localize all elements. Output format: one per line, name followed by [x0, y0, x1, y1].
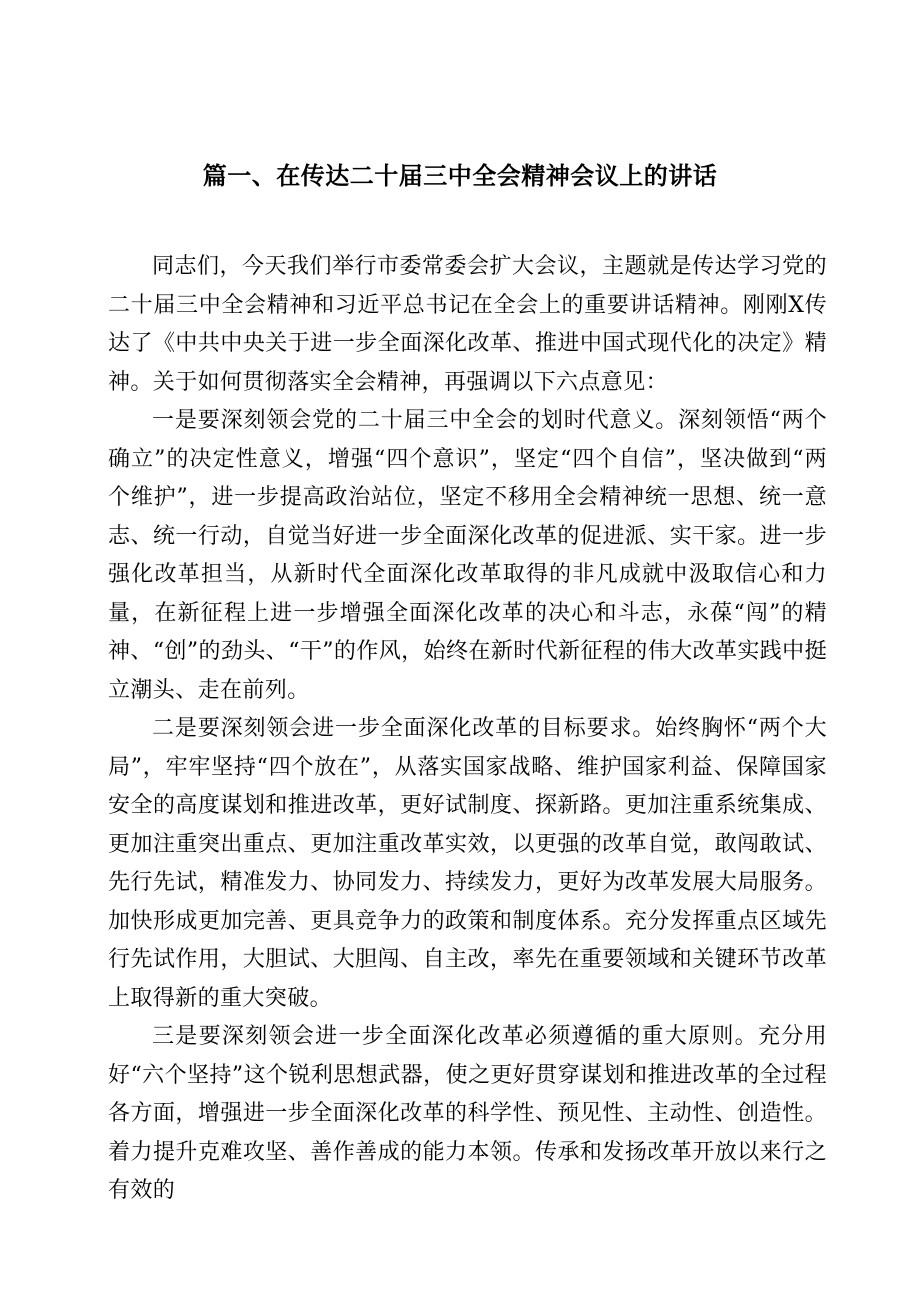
paragraph-point-two: 二是要深刻领会进一步全面深化改革的目标要求。始终胸怀“两个大局”，牢牢坚持“四个放在”，从落实国家战略、维护国家利益、保障国家安全的高度谋划和推进改革，更好试制度、探新路。更加注重系统集成、更加注重突出重点、更加注重改革实效，以更强的改革自觉，敢闯敢试、先行先试，精准发力、协同发力、持续发力，更好为改革发展大局服务。加快形成更加完善、更具竞争力的政策和制度体系。充分发挥重点区域先行先试作用，大胆试、大胆闯、自主改，率先在重要领域和关键环节改革上取得新的重大突破。: [108, 716, 827, 1011]
paragraph-point-three: 三是要深刻领会进一步全面深化改革必须遵循的重大原则。充分用好“六个坚持”这个锐利思想武器，使之更好贯穿谋划和推进改革的全过程各方面，增强进一步全面深化改革的科学性、预见性、主动性、创造性。着力提升克难攻坚、善作善成的能力本领。传承和发扬改革开放以来行之有效的: [108, 1024, 827, 1203]
paragraph-point-one: 一是要深刻领会党的二十届三中全会的划时代意义。深刻领悟“两个确立”的决定性意义，增强“四个意识”，坚定“四个自信”，坚决做到“两个维护”，进一步提高政治站位，坚定不移用全会精神统一思想、统一意志、统一行动，自觉当好进一步全面深化改革的促进派、实干家。进一步强化改革担当，从新时代全面深化改革取得的非凡成就中汲取信心和力量，在新征程上进一步增强全面深化改革的决心和斗志，永葆“闯”的精神、“创”的劲头、“干”的作风，始终在新时代新征程的伟大改革实践中挺立潮头、走在前列。: [108, 408, 827, 703]
document-title: 篇一、在传达二十届三中全会精神会议上的讲话: [202, 162, 718, 191]
paragraph-intro: 同志们，今天我们举行市委常委会扩大会议，主题就是传达学习党的二十届三中全会精神和习近平总书记在全会上的重要讲话精神。刚刚X传达了《中共中央关于进一步全面深化改革、推进中国式现代化的决定》精神。关于如何贯彻落实全会精神，再强调以下六点意见：: [108, 254, 827, 395]
document-body: [108, 248, 827, 1211]
